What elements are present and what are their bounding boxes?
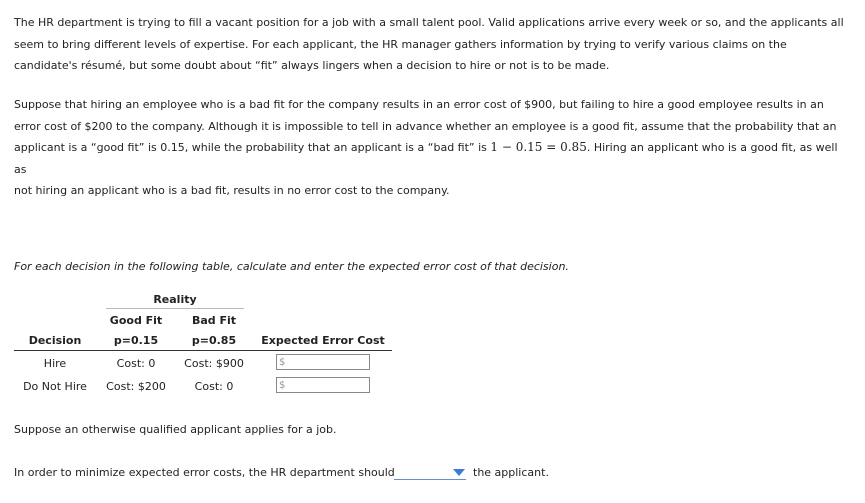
good-fit-header: Good Fit: [109, 314, 163, 327]
good-fit-probability: p=0.15: [113, 334, 159, 347]
hire-expected-cost-input[interactable]: [285, 356, 367, 368]
hire-expected-cost-field[interactable]: [276, 354, 370, 370]
dollar-sign: $: [279, 379, 286, 391]
bad-fit-probability-equation: 1 − 0.15 = 0.85: [490, 140, 587, 154]
expected-cost-header: Expected Error Cost: [261, 334, 385, 347]
reality-underline: [106, 308, 244, 309]
intro-line-1: The HR department is trying to fill a vacant position for a job with a small talent pool. Valid applications arrive every week or so, and the applicants all: [14, 16, 844, 29]
do-not-hire-good-fit-cost: Cost: $200: [106, 380, 166, 393]
hire-decision-dropdown[interactable]: [394, 465, 466, 480]
scenario-line-2: error cost of $200 to the company. Although it is impossible to tell in advance whether an employee is a good fit, assume that the probability that an: [14, 119, 837, 133]
scenario-line-3a: applicant is a “good fit” is 0.15, while the probability that an applicant is a “bad fit” is: [14, 141, 491, 154]
scenario-line-1: Suppose that hiring an employee who is a bad fit for the company results in an error cost of $900, but failing to hire a good employee results in an: [14, 98, 824, 111]
header-divider: [14, 350, 392, 351]
error-cost-table: [14, 290, 392, 400]
hire-bad-fit-cost: Cost: $900: [184, 357, 244, 370]
table-instruction: For each decision in the following table, calculate and enter the expected error cost of that decision.: [14, 260, 569, 273]
reality-header: Reality: [153, 293, 197, 306]
intro-paragraph: [14, 12, 844, 77]
do-not-hire-bad-fit-cost: Cost: 0: [194, 380, 234, 393]
intro-line-3: candidate's résumé, but some doubt about “fit” always lingers when a decision to hire or not is to be made.: [14, 59, 610, 72]
bad-fit-probability: p=0.85: [191, 334, 237, 347]
applicant-scenario-text: Suppose an otherwise qualified applicant applies for a job.: [14, 423, 337, 436]
decision-header: Decision: [28, 334, 82, 347]
scenario-line-4: not hiring an applicant who is a bad fit, results in no error cost to the company.: [14, 184, 450, 197]
decision-do-not-hire: Do Not Hire: [23, 380, 87, 393]
decision-hire: Hire: [43, 357, 67, 370]
do-not-hire-expected-cost-field[interactable]: [276, 377, 370, 393]
scenario-line-3b: . Hiring an applicant who is a good fit, as well as: [14, 141, 838, 176]
caret-down-icon: [453, 469, 465, 476]
bad-fit-header: Bad Fit: [191, 314, 237, 327]
scenario-paragraph: [14, 94, 844, 202]
decision-sentence-before: In order to minimize expected error costs, the HR department should: [14, 466, 395, 479]
do-not-hire-expected-cost-input[interactable]: [285, 379, 367, 391]
hire-good-fit-cost: Cost: 0: [116, 357, 156, 370]
intro-line-2: seem to bring different levels of expertise. For each applicant, the HR manager gathers information by trying to verify various claims on the: [14, 37, 787, 51]
dollar-sign: $: [279, 356, 286, 368]
decision-sentence-after: the applicant.: [473, 466, 549, 479]
